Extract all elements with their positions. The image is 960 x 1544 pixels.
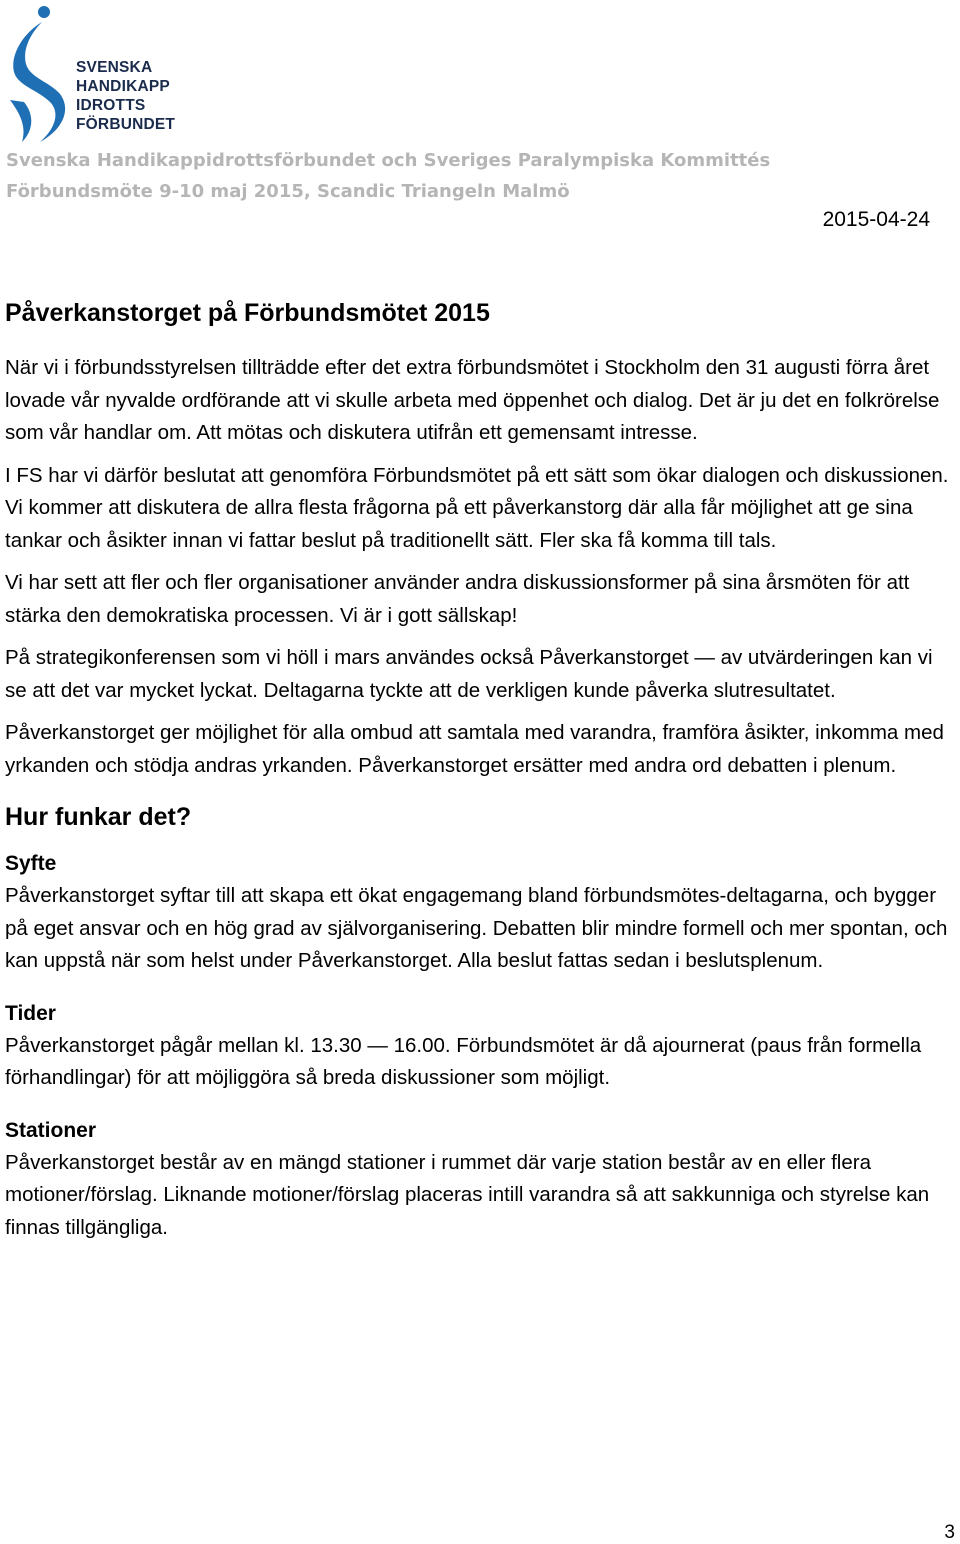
- section-tider: [5, 998, 950, 1095]
- subsection-heading: Tider: [5, 1001, 56, 1025]
- section-stationer: [5, 1115, 950, 1245]
- subsection-heading: Syfte: [5, 852, 57, 875]
- subsection-heading: Stationer: [5, 1118, 97, 1142]
- document-body: [5, 296, 950, 1264]
- logo-line: SVENSKA: [76, 59, 153, 76]
- paragraph: I FS har vi därför beslutat att genomföra Förbundsmötet på ett sätt som ökar dialogen och diskussionen. Vi kommer att diskutera de allra flesta frågorna på ett påverkanstorg där alla får möjlighet att ge sina tankar och åsikter innan vi fattar beslut på traditionellt sätt. Fler ska få komma till tals.: [5, 463, 949, 552]
- paragraph: Påverkanstorget pågår mellan kl. 13.30 — 16.00. Förbundsmötet är då ajournerat (paus från formella förhandlingar) för att möjliggöra så breda diskussioner som möjligt.: [5, 1033, 922, 1089]
- document-title: Påverkanstorget på Förbundsmötet 2015: [5, 299, 490, 327]
- logo-line: FÖRBUNDET: [76, 116, 176, 133]
- athlete-swoosh-icon: [4, 4, 74, 144]
- paragraph: Påverkanstorget syftar till att skapa ett ökat engagemang bland förbundsmötes-deltagarna, och bygger på eget ansvar och en hög grad av självorganisering. Debatten blir mindre formell och mer spontan, och kan uppstå när som helst under Påverkanstorget. Alla beslut fattas sedan i beslutsplenum.: [5, 884, 948, 972]
- paragraph: När vi i förbundsstyrelsen tillträdde efter det extra förbundsmötet i Stockholm den 31 augusti förra året lovade vår nyvalde ordförande att vi skulle arbeta med öppenhet och dialog. Det är ju det en folkrörelse som vår handlar om. Att mötas och diskutera utifrån ett gemensamt intresse.: [5, 356, 940, 444]
- page-number: 3: [944, 1522, 955, 1543]
- section-syfte: [5, 848, 950, 978]
- paragraph: Påverkanstorget ger möjlighet för alla ombud att samtala med varandra, framföra åsikter, inkomma med yrkanden och stödja andras yrkanden. Påverkanstorget ersätter med andra ord debatten i plenum.: [5, 721, 944, 777]
- organization-logo: [4, 4, 174, 144]
- logo-wordmark: [76, 58, 175, 134]
- document-date: 2015-04-24: [822, 208, 930, 231]
- section-heading: Hur funkar det?: [5, 803, 192, 831]
- organization-name: Svenska Handikappidrottsförbundet och Sveriges Paralympiska Kommittés: [6, 150, 771, 171]
- paragraph: Vi har sett att fler och fler organisationer använder andra diskussionsformer på sina årsmöten för att stärka den demokratiska processen. Vi är i gott sällskap!: [5, 571, 910, 627]
- logo-line: HANDIKAPP: [76, 78, 170, 95]
- meeting-info: Förbundsmöte 9-10 maj 2015, Scandic Triangeln Malmö: [6, 181, 570, 202]
- paragraph: På strategikonferensen som vi höll i mars användes också Påverkanstorget — av utvärderingen kan vi se att det var mycket lyckat. Deltagarna tyckte att de verkligen kunde påverka slutresultatet.: [5, 646, 933, 702]
- paragraph: Påverkanstorget består av en mängd stationer i rummet där varje station består av en eller flera motioner/förslag. Liknande motioner/förslag placeras intill varandra så att sakkunniga och styrelse kan finnas tillgängliga.: [5, 1150, 930, 1239]
- logo-line: IDROTTS: [76, 97, 146, 114]
